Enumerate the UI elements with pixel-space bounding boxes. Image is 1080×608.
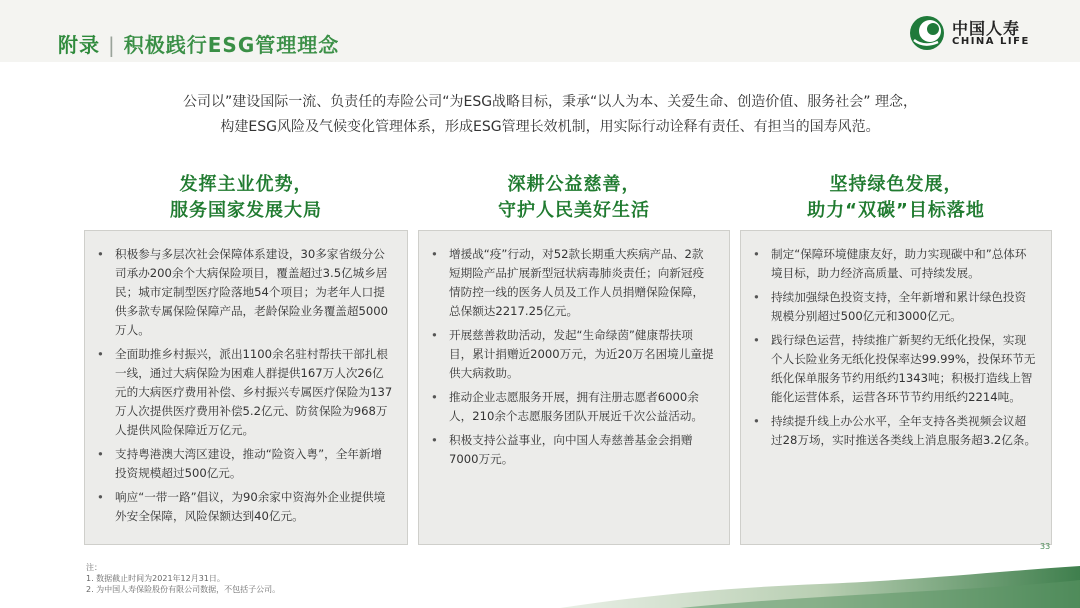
footnote-1: 1. 数据截止时间为2021年12月31日。 xyxy=(86,574,225,583)
list-item: • 推动企业志愿服务开展，拥有注册志愿者6000余人，210余个志愿服务团队开展近千次公益活动。 xyxy=(419,388,715,426)
footnotes xyxy=(86,562,280,595)
column-heading-line-1: 深耕公益慈善， xyxy=(507,174,641,195)
list-item: • 积极支持公益事业，向中国人寿慈善基金会捐赠7000万元。 xyxy=(419,431,715,469)
list-item: • 践行绿色运营，持续推广新契约无纸化投保，实现个人长险业务无纸化投保率达99.99%，投保环节无纸化保单服务节约用纸约1343吨；积极打造线上智能化运营体系，运营各环节节约用纸约2214吨。 xyxy=(741,331,1037,407)
list-item: • 制定“保障环境健康友好，助力实现碳中和”总体环境目标，助力经济高质量、可持续发展。 xyxy=(741,245,1037,283)
footnote-2: 2. 为中国人寿保险股份有限公司数据，不包括子公司。 xyxy=(86,585,281,594)
bullet-list xyxy=(741,245,1051,450)
intro-line-1: 公司以”建设国际一流、负责任的寿险公司“为ESG战略目标，秉承“以人为本、关爱生命、创造价值、服务社会” 理念， xyxy=(182,94,918,110)
bullet-list xyxy=(419,245,729,469)
title-divider: | xyxy=(108,33,116,57)
intro-paragraph xyxy=(60,90,1040,140)
list-item: • 支持粤港澳大湾区建设，推动“险资入粤”，全年新增投资规模超过500亿元。 xyxy=(85,445,393,483)
column-heading-line-2: 助力“双碳”目标落地 xyxy=(807,200,985,221)
section-label: 附录 xyxy=(58,33,100,57)
list-item: • 积极参与多层次社会保障体系建设，30多家省级分公司承办200余个大病保险项目，覆盖超过3.5亿城乡居民；城市定制型医疗险落地54个项目；为老年人口提供多款专属保险保障产品，老龄保险业务覆盖超5000 万人。 xyxy=(85,245,393,340)
footnote-label: 注： xyxy=(86,563,102,572)
list-item: • 开展慈善救助活动，发起“生命绿茵”健康帮扶项目，累计捐赠近2000万元，为近20万名困境儿童提供大病救助。 xyxy=(419,326,715,383)
list-item: • 全面助推乡村振兴，派出1100余名驻村帮扶干部扎根一线，通过大病保险为困难人群提供167万人次26亿元的大病医疗费用补偿、乡村振兴专属医疗保险为137万人次提供医疗费用补偿5.2亿元、防贫保险为968万人提供风险保障近万亿元。 xyxy=(85,345,393,440)
column-panel-business xyxy=(84,230,408,545)
page-title xyxy=(58,29,339,58)
china-life-logo xyxy=(908,14,1058,52)
page-number: 33 xyxy=(1040,542,1051,551)
column-heading-green xyxy=(740,172,1052,224)
bullet-list xyxy=(85,245,407,526)
list-item: • 持续提升线上办公水平，全年支持各类视频会议超过28万场，实时推送各类线上消息服务超3.2亿条。 xyxy=(741,412,1037,450)
logo-english-text: CHINA LIFE xyxy=(952,36,1030,47)
logo-chinese-text: 中国人寿 xyxy=(952,19,1021,38)
intro-line-2: 构建ESG风险及气候变化管理体系，形成ESG管理长效机制，用实际行动诠释有责任、有担当的国寿风范。 xyxy=(220,119,880,135)
column-heading-line-1: 发挥主业优势， xyxy=(179,174,313,195)
column-heading-charity xyxy=(418,172,730,224)
column-heading-business xyxy=(84,172,408,224)
bottom-landscape-decoration xyxy=(560,566,1080,608)
list-item: • 响应“一带一路”倡议，为90余家中资海外企业提供境外安全保障，风险保额达到40亿元。 xyxy=(85,488,393,526)
list-item: • 持续加强绿色投资支持，全年新增和累计绿色投资规模分别超过500亿元和3000亿元。 xyxy=(741,288,1037,326)
column-panel-green xyxy=(740,230,1052,545)
page-subtitle: 积极践行ESG管理理念 xyxy=(123,33,340,57)
column-panel-charity xyxy=(418,230,730,545)
column-heading-line-2: 服务国家发展大局 xyxy=(170,200,322,221)
column-heading-line-2: 守护人民美好生活 xyxy=(498,200,650,221)
column-heading-line-1: 坚持绿色发展， xyxy=(829,174,963,195)
china-life-emblem-icon xyxy=(908,14,946,52)
list-item: • 增援战“疫”行动，对52款长期重大疾病产品、2款短期险产品扩展新型冠状病毒肺炎责任；向新冠疫情防控一线的医务人员及工作人员捐赠保险保障，总保额达2217.25亿元。 xyxy=(419,245,715,321)
